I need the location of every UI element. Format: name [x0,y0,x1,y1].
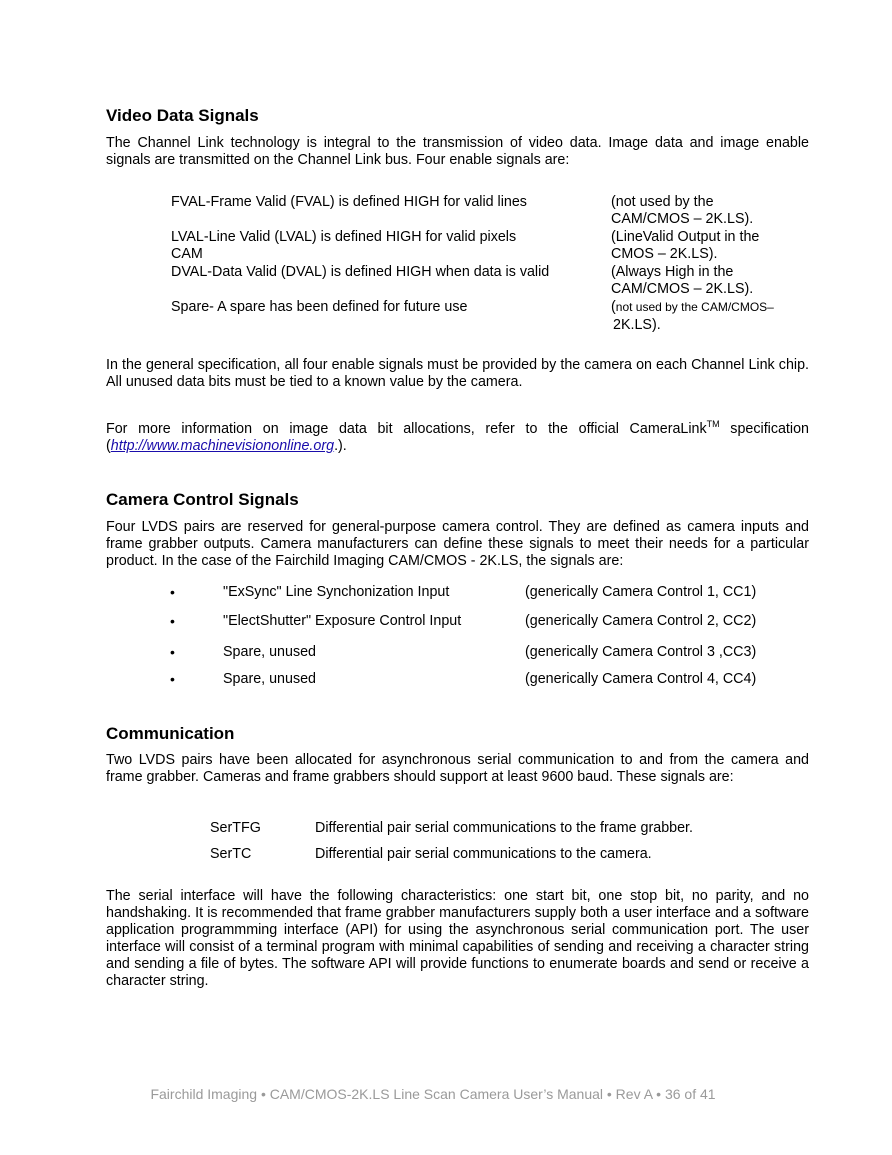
signal-spare-note-2: 2K.LS). [613,317,661,333]
control-item-desc: (generically Camera Control 3 ,CC3) [525,644,757,660]
general-spec-paragraph: In the general specification, all four enable signals must be provided by the camera on each Channel Link chip. All unused data bits must be tied to a known value by the camera. [106,357,809,390]
control-item-desc: (generically Camera Control 2, CC2) [525,613,757,629]
signal-lval-note: (LineValid Output in the [611,229,760,245]
trademark-sup: TM [706,419,720,429]
signal-lval-desc-2: CAM [171,246,203,262]
video-heading: Video Data Signals [106,106,259,125]
signal-fval-desc: FVAL-Frame Valid (FVAL) is defined HIGH for valid lines [171,194,527,210]
cameralink-link[interactable]: http://www.machinevisiononline.org [110,438,335,454]
signal-fval-note-2: CAM/CMOS – 2K.LS). [611,211,754,227]
signal-dval-desc: DVAL-Data Valid (DVAL) is defined HIGH when data is valid [171,264,550,280]
serial-pair-desc: Differential pair serial communications to the frame grabber. [315,820,693,836]
signal-lval-desc: LVAL-Line Valid (LVAL) is defined HIGH for valid pixels [171,229,517,245]
control-item-desc: (generically Camera Control 1, CC1) [525,584,757,600]
bullet-icon: • [170,671,175,687]
control-item-name: "ElectShutter" Exposure Control Input [223,613,462,629]
signal-dval-note-2: CAM/CMOS – 2K.LS). [611,281,754,297]
signal-spare-note: (not used by the CAM/CMOS– [611,299,774,315]
signal-dval-note: (Always High in the [611,264,734,280]
control-intro: Four LVDS pairs are reserved for general-purpose camera control. They are defined as camera inputs and frame grabber outputs. Camera manufacturers can define these signals to meet their needs for a particular product. In the case of the Fairchild Imaging CAM/CMOS - 2K.LS, the signals are: [106,519,809,569]
serial-interface-paragraph: The serial interface will have the following characteristics: one start bit, one stop bit, no parity, and no handshaking. It is recommended that frame grabber manufacturers supply both a user interface and a software application programmming interface (API) for using the asynchronous serial communication port. The user interface will consist of a terminal program with minimal capabilities of sending and receiving a character string and sending a file of bytes. The software API will provide functions to enumerate boards and send or receive a character string. [106,888,809,989]
bullet-icon: • [170,613,175,629]
control-item-name: "ExSync" Line Synchonization Input [223,584,450,600]
signal-lval-note-2: CMOS – 2K.LS). [611,246,718,262]
control-heading: Camera Control Signals [106,490,299,509]
communication-intro: Two LVDS pairs have been allocated for asynchronous serial communication to and from the camera and frame grabber. Cameras and frame grabbers should support at least 9600 baud. These signals are: [106,752,809,785]
serial-pair-name: SerTC [210,846,252,862]
communication-heading: Communication [106,724,235,743]
bullet-icon: • [170,584,175,600]
bullet-icon: • [170,644,175,660]
control-item-name: Spare, unused [223,671,316,687]
more-info-paragraph: For more information on image data bit allocations, refer to the official CameraLink™ specification (http://www.machinevisiononline.org.). [106,419,809,454]
control-item-desc: (generically Camera Control 4, CC4) [525,671,757,687]
page-footer: Fairchild Imaging • CAM/CMOS-2K.LS Line Scan Camera User’s Manual • Rev A • 36 of 41 [150,1086,716,1102]
serial-pair-name: SerTFG [210,820,261,836]
serial-pair-desc: Differential pair serial communications to the camera. [315,846,652,862]
signal-spare-desc: Spare- A spare has been defined for future use [171,299,468,315]
control-item-name: Spare, unused [223,644,316,660]
video-intro: The Channel Link technology is integral to the transmission of video data. Image data and image enable signals are transmitted on the Channel Link bus. Four enable signals are: [106,135,809,168]
signal-fval-note: (not used by the [611,194,714,210]
